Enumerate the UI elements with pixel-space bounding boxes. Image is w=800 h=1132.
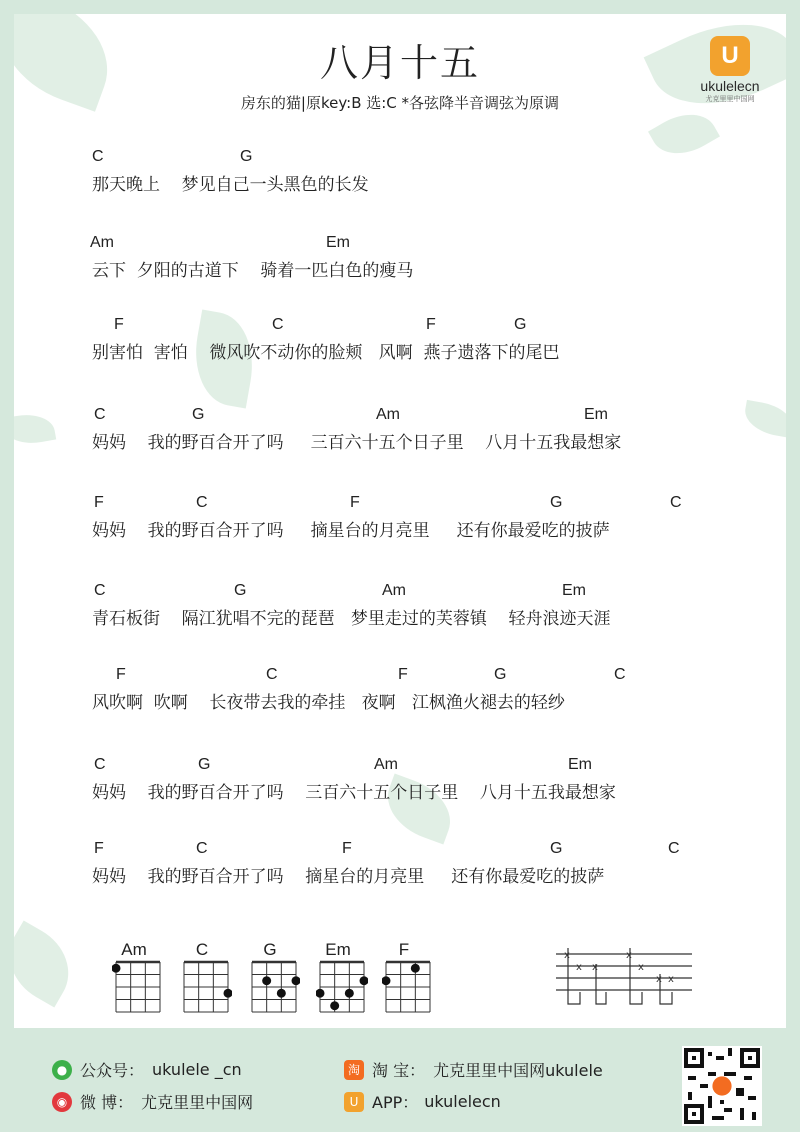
finger-dot (277, 989, 286, 998)
weibo-label: 微 博： (80, 1093, 134, 1112)
chord-label: C (614, 666, 626, 683)
chord-label: C (94, 756, 106, 773)
ukulelecn-logo (696, 36, 764, 104)
chord-diagram-name: Em (325, 940, 351, 959)
chord-label: C (94, 406, 106, 423)
chord-label: Am (382, 582, 406, 599)
svg-text:x: x (668, 974, 674, 985)
song-title: 八月十五 (319, 41, 480, 85)
lyric-line (0, 494, 800, 554)
svg-text:x: x (638, 962, 644, 973)
finger-dot (382, 976, 391, 985)
lyric-text: 妈妈 我的野百合开了吗 三百六十五个日子里 八月十五我最想家 (92, 433, 622, 453)
lyric-text: 青石板街 隔江犹唱不完的琵琶 梦里走过的芙蓉镇 轻舟浪迹天涯 (92, 609, 611, 629)
taobao-label: 淘 宝： (372, 1061, 426, 1080)
lyric-line (0, 666, 800, 726)
logo-text: ukulelecn (700, 78, 760, 94)
chord-label: F (350, 494, 360, 511)
finger-dot (262, 976, 271, 985)
lyric-line (0, 406, 800, 466)
chord-label: Am (90, 234, 114, 251)
finger-dot (316, 989, 325, 998)
weibo-value: 尤克里里中国网 (141, 1093, 254, 1112)
svg-text:x: x (626, 950, 632, 961)
footer-weibo (52, 1090, 253, 1113)
svg-text:x: x (576, 962, 582, 973)
chord-label: Am (376, 406, 400, 423)
taobao-value: 尤克里里中国网ukulele (433, 1061, 603, 1080)
svg-text:x: x (564, 950, 570, 961)
wechat-icon: ● (52, 1060, 72, 1080)
chord-diagram-name: Am (121, 940, 147, 959)
chord-label: C (272, 316, 284, 333)
lyric-text: 风吹啊 吹啊 长夜带去我的牵挂 夜啊 江枫渔火褪去的轻纱 (92, 693, 565, 713)
app-value: ukulelecn (424, 1092, 501, 1111)
qr-code (682, 1046, 762, 1126)
lyric-text: 云下 夕阳的古道下 骑着一匹白色的瘦马 (92, 261, 414, 281)
fretboard-grid (248, 960, 300, 1016)
lyric-text: 妈妈 我的野百合开了吗 摘星台的月亮里 还有你最爱吃的披萨 (92, 867, 605, 887)
chord-label: F (398, 666, 408, 683)
finger-dot (112, 964, 121, 973)
taobao-icon: 淘 (344, 1060, 364, 1080)
finger-dot (224, 989, 233, 998)
chord-label: F (114, 316, 124, 333)
svg-text:x: x (592, 962, 598, 973)
finger-dot (360, 976, 369, 985)
footer-taobao (344, 1058, 603, 1081)
chord-label: F (426, 316, 436, 333)
fretboard-grid (382, 960, 434, 1016)
chord-label: G (494, 666, 507, 683)
chord-diagram-name: C (195, 940, 209, 959)
chord-label: Em (562, 582, 586, 599)
lyric-line (0, 756, 800, 816)
chord-diagram-name: F (398, 940, 410, 959)
lyric-line (0, 316, 800, 376)
chord-label: G (234, 582, 247, 599)
chord-label: F (94, 494, 104, 511)
chord-label: F (116, 666, 126, 683)
lyric-text: 妈妈 我的野百合开了吗 三百六十五个日子里 八月十五我最想家 (92, 783, 616, 803)
chord-label: C (94, 582, 106, 599)
chord-label: G (550, 840, 563, 857)
weibo-icon: ◉ (52, 1092, 72, 1112)
finger-dot (411, 964, 420, 973)
lyric-text: 妈妈 我的野百合开了吗 摘星台的月亮里 还有你最爱吃的披萨 (92, 521, 610, 541)
lyric-line (0, 840, 800, 900)
chord-label: G (550, 494, 563, 511)
leaf-decoration (14, 921, 84, 1008)
lyric-text: 别害怕 害怕 微风吹不动你的脸颊 风啊 燕子遗落下的尾巴 (92, 343, 560, 363)
chord-label: C (196, 494, 208, 511)
wechat-value: ukulele _cn (152, 1060, 242, 1079)
chord-label: C (196, 840, 208, 857)
chord-label: G (192, 406, 205, 423)
fretboard-grid (316, 960, 368, 1016)
footer-app (344, 1090, 501, 1113)
chord-label: C (668, 840, 680, 857)
footer-wechat (52, 1058, 242, 1081)
finger-dot (330, 1001, 339, 1010)
fretboard-grid (112, 960, 164, 1016)
chord-label: Am (374, 756, 398, 773)
chord-label: C (266, 666, 278, 683)
logo-badge: U (710, 36, 750, 76)
finger-dot (345, 989, 354, 998)
chord-label: C (670, 494, 682, 511)
chord-label: G (514, 316, 527, 333)
lyric-text: 那天晚上 梦见自己一头黑色的长发 (92, 175, 369, 195)
fretboard-grid (180, 960, 232, 1016)
chord-label: F (342, 840, 352, 857)
chord-label: Em (326, 234, 350, 251)
lyric-line (0, 234, 800, 294)
chord-diagram-name: G (263, 940, 277, 959)
chord-label: F (94, 840, 104, 857)
lyric-line (0, 582, 800, 642)
chord-label: Em (584, 406, 608, 423)
app-icon: U (344, 1092, 364, 1112)
chord-label: G (198, 756, 211, 773)
footer (0, 1040, 800, 1132)
app-label: APP： (372, 1093, 419, 1112)
chord-label: C (92, 148, 104, 165)
chord-label: Em (568, 756, 592, 773)
finger-dot (292, 976, 301, 985)
strum-pattern (556, 948, 696, 1012)
wechat-label: 公众号： (80, 1061, 145, 1080)
svg-text:x: x (656, 974, 662, 985)
logo-subtext: 尤克里里中国网 (705, 95, 755, 103)
lyric-line (0, 148, 800, 208)
chord-label: G (240, 148, 253, 165)
song-subtitle: 房东的猫|原key:B 选:C *各弦降半音调弦为原调 (240, 94, 560, 112)
